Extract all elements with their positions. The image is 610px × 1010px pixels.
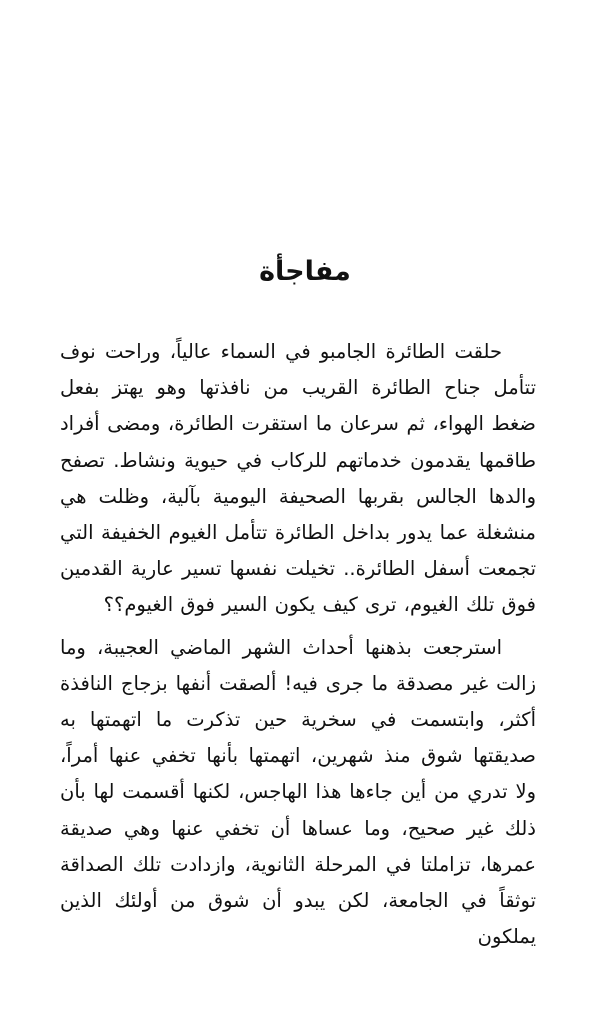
chapter-body: [60, 334, 536, 955]
paragraph-2: استرجعت بذهنها أحداث الشهر الماضي العجيبة، وما زالت غير مصدقة ما جرى فيه! ألصقت أنفها بزجاج النافذة أكثر، وابتسمت في سخرية حين تذكرت ما اتهمتها به صديقتها شوق منذ شهرين، اتهمتها بأنها تخفي عنها أمراً، ولا تدري من أين جاءها هذا الهاجس، لكنها أقسمت لها بأن ذلك غير صحيح، وما عساها أن تخفي عنها وهي صديقة عمرها، تزاملتا في المرحلة الثانوية، وازدادت تلك الصداقة توثقاً في الجامعة، لكن يبدو أن شوق من أولئك الذين يملكون: [60, 635, 536, 949]
chapter-title: مفاجأة: [259, 256, 351, 287]
paragraph-1: حلقت الطائرة الجامبو في السماء عالياً، وراحت نوف تتأمل جناح الطائرة القريب من نافذتها وهو يهتز بفعل ضغط الهواء، ثم سرعان ما استقرت الطائرة، ومضى أفراد طاقمها يقدمون خدماتهم للركاب في حيوية ونشاط. تصفح والدها الجالس بقربها الصحيفة اليومية بآلية، وظلت هي منشغلة عما يدور بداخل الطائرة تتأمل الغيوم الخفيفة التي تجمعت أسفل الطائرة.. تخيلت نفسها تسير عارية القدمين فوق تلك الغيوم، ترى كيف يكون السير فوق الغيوم؟؟: [60, 340, 536, 617]
